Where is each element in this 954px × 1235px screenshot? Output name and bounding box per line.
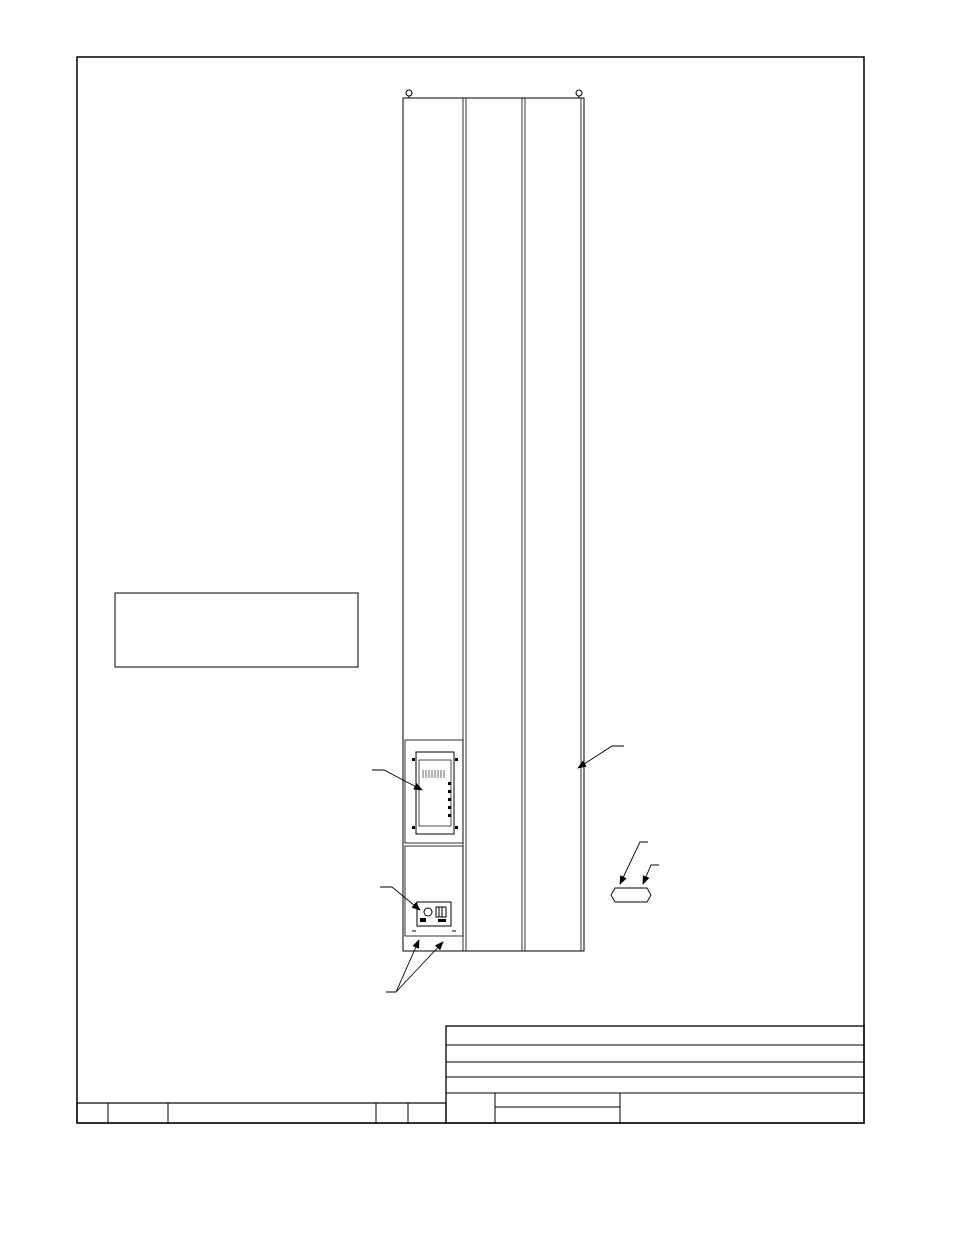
title-block [446, 1026, 864, 1123]
callout-a1 [372, 770, 422, 790]
power-entrance-enclosure [405, 846, 463, 936]
callout-screws [578, 746, 624, 768]
revision-block [77, 1103, 446, 1123]
sheet-border [77, 57, 864, 1123]
lifting-eye-right [576, 90, 582, 96]
connector-legend [611, 842, 659, 902]
note-box [115, 593, 358, 667]
sign-cabinet [403, 90, 584, 951]
callout-power-entrance [380, 887, 420, 910]
legend-tag-shape [611, 888, 651, 902]
lifting-eye-left [406, 90, 412, 96]
callout-knockouts [386, 940, 443, 992]
lamp-driver-enclosure [405, 740, 463, 843]
